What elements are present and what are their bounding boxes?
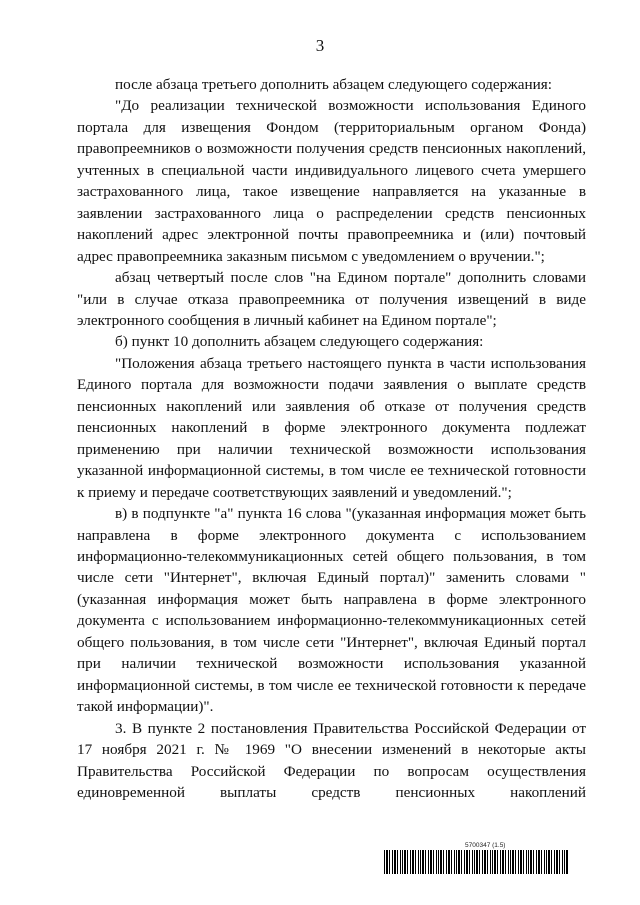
document-code: 5700347 (1.5)	[465, 842, 506, 849]
page-number: 3	[315, 36, 325, 55]
document-body	[77, 74, 586, 803]
paragraph-6: в) в подпункте "а" пункта 16 слова "(указанная информация может быть направлена в форме электронного документа с использованием информационно-телекоммуникационных сетей общего пользования, в том числе сети "Интернет", включая Единый портал)" заменить словами "(указанная информация может быть направлена в форме электронного документа с использованием информационно-телекоммуникационных сетей общего пользования, в том числе сети "Интернет", включая Единый портал при наличии технической возможности использования указанной информационной системы, в том числе ее технической готовности к передаче такой информации)".	[77, 505, 586, 716]
barcode-image	[384, 850, 568, 874]
paragraph-2: "До реализации технической возможности использования Единого портала для извещения Фондом (территориальным органом Фонда) правопреемников о возможности получения средств пенсионных накоплений, учтенных в специальной части индивидуального лицевого счета умершего застрахованного лица, такое извещение направляется на указанные в заявлении застрахованного лица о распределении средств пенсионных накоплений адрес электронной почты правопреемника и (или) почтовый адрес правопреемника заказным письмом с уведомлением о вручении.";	[77, 97, 586, 265]
paragraph-3: абзац четвертый после слов "на Едином портале" дополнить словами "или в случае отказа правопреемника от получения извещений в виде электронного сообщения в личный кабинет на Едином портале";	[77, 269, 586, 329]
paragraph-4: б) пункт 10 дополнить абзацем следующего содержания:	[115, 333, 484, 351]
paragraph-1: после абзаца третьего дополнить абзацем следующего содержания:	[115, 76, 552, 93]
paragraph-7: 3. В пункте 2 постановления Правительства Российской Федерации от 17 ноября 2021 г. № 1969 "О внесении изменений в некоторые акты Правительства Российской Федерации по вопросам осуществления единовременной выплаты средств пенсионных накоплений	[77, 719, 586, 801]
paragraph-5: "Положения абзаца третьего настоящего пункта в части использования Единого портала для возможности подачи заявления о выплате средств пенсионных накоплений или заявления об отказе от получения средств пенсионных накоплений в форме электронного документа подлежат применению при наличии технической возможности использования указанной информационной системы, в том числе ее технической готовности к приему и передаче соответствующих заявлений и уведомлений.";	[77, 354, 586, 501]
